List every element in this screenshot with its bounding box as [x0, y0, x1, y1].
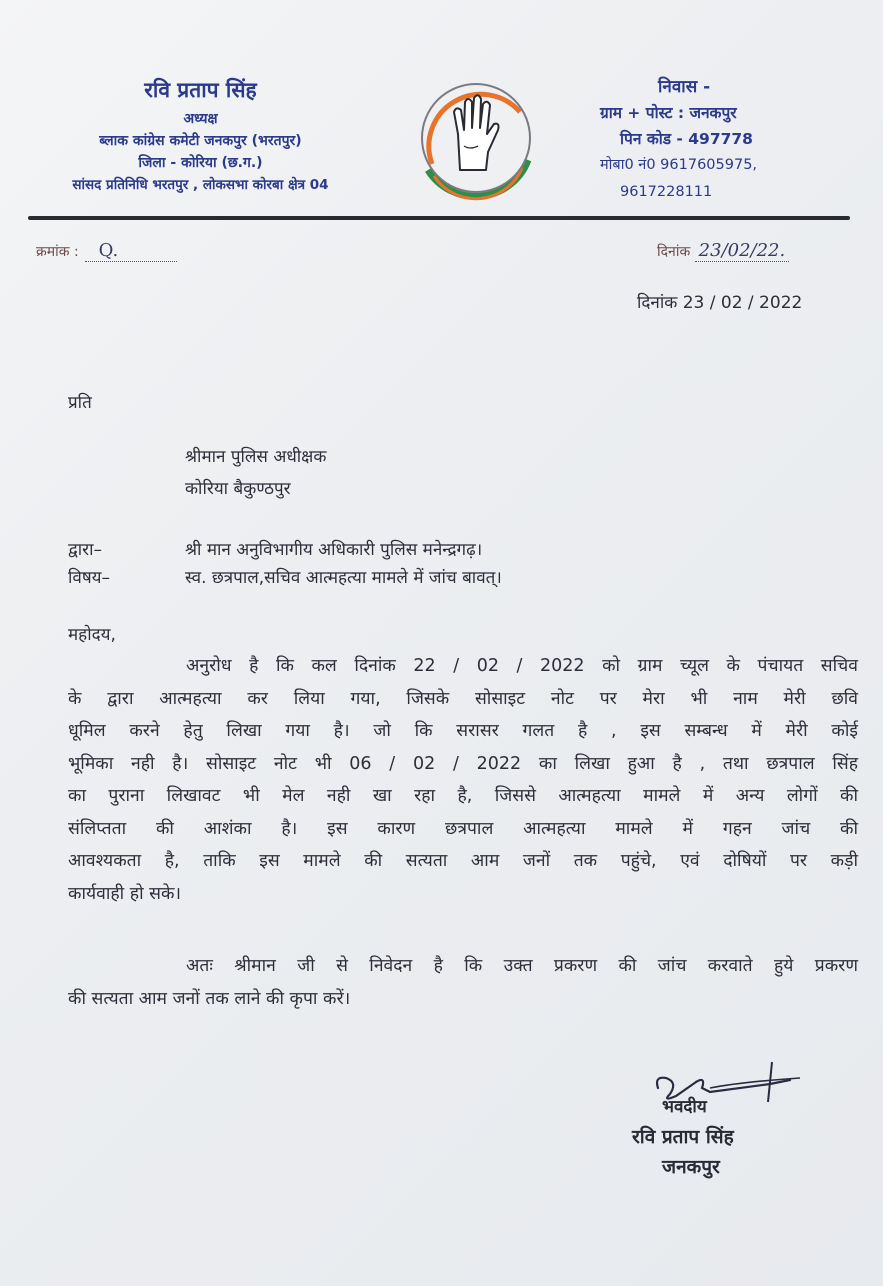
kramank-label: क्रमांक : — [36, 244, 79, 260]
letterhead-name: रवि प्रताप सिंह — [144, 78, 257, 102]
letterhead-left — [28, 76, 373, 196]
dwara-label: द्वारा– — [68, 540, 103, 560]
dinank-field — [657, 240, 789, 261]
vishay-value: स्व. छत्रपाल,सचिव आत्महत्या मामले में जांच बावत्। — [185, 568, 502, 588]
para1-line: धूमिल करने हेतु लिखा गया है। जो कि सरासर गलत है , इस सम्बन्ध में मेरी कोई — [68, 721, 858, 741]
para1-line: के द्वारा आत्महत्या कर लिया गया, जिसके सोसाइट नोट पर मेरा भी नाम मेरी छवि — [68, 688, 858, 709]
para1-line: आवश्यकता है, ताकि इस मामले की सत्यता आम जनों तक पहुंचे, एवं दोषियों पर कड़ी — [68, 851, 858, 871]
para1-line: का पुराना लिखावट भी मेल नही खा रहा है, जिससे आत्महत्या मामले में अन्य लोगों की — [68, 786, 858, 806]
para1-line: संलिप्तता की आशंका है। इस कारण छत्रपाल आत्महत्या मामले में गहन जांच की — [68, 818, 858, 839]
address-pin: पिन कोड - 497778 — [620, 130, 753, 148]
para2-line: की सत्यता आम जनों तक लाने की कृपा करें। — [68, 988, 351, 1009]
address-mobile: मोबा0 नं0 9617605975, — [600, 157, 758, 173]
letterhead-right — [600, 74, 840, 206]
vishay-label: विषय– — [68, 568, 111, 588]
body-paragraph-2 — [68, 950, 858, 1015]
closing-text: भवदीय — [662, 1097, 707, 1117]
kramank-value: Q. — [85, 240, 177, 262]
address-mobile2: 9617228111 — [620, 184, 713, 200]
para2-line: अतः श्रीमान जी से निवेदन है कि उक्त प्रकरण की जांच करवाते हुये प्रकरण — [186, 956, 858, 976]
closing-block — [632, 1092, 832, 1182]
sender-name: रवि प्रताप सिंह — [632, 1126, 734, 1148]
dinank-value: 23/02/22. — [695, 240, 790, 262]
dinank-label: दिनांक — [657, 244, 691, 260]
dwara-value: श्री मान अनुविभागीय अधिकारी पुलिस मनेन्द्रगढ़। — [185, 540, 483, 560]
letterhead-divider — [28, 216, 850, 220]
congress-hand-logo-icon — [410, 72, 542, 204]
letterhead-district: जिला - कोरिया (छ.ग.) — [138, 155, 263, 171]
prati-label: प्रति — [68, 393, 92, 413]
para1-line: अनुरोध है कि कल दिनांक 22 / 02 / 2022 को ग्राम च्यूल के पंचायत सचिव — [186, 656, 858, 676]
sender-place: जनकपुर — [662, 1156, 720, 1178]
address-village: ग्राम + पोस्ट : जनकपुर — [600, 104, 737, 122]
letterhead-designation: अध्यक्ष — [183, 111, 218, 127]
letterhead-representative: सांसद प्रतिनिधि भरतपुर , लोकसभा कोरबा क्षेत्र 04 — [72, 177, 329, 193]
body-paragraph-1 — [68, 650, 858, 910]
letter-date: दिनांक 23 / 02 / 2022 — [637, 293, 803, 313]
letterhead-committee: ब्लाक कांग्रेस कमेटी जनकपुर (भरतपुर) — [99, 133, 302, 149]
recipient-line-1: श्रीमान पुलिस अधीक्षक — [185, 447, 327, 467]
para1-line: भूमिका नही है। सोसाइट नोट भी 06 / 02 / 2022 का लिखा हुआ है , तथा छत्रपाल सिंह — [68, 753, 858, 774]
address-title: निवास - — [658, 77, 711, 97]
salutation: महोदय, — [68, 625, 116, 645]
recipient-line-2: कोरिया बैकुण्ठपुर — [185, 479, 291, 499]
para1-line: कार्यवाही हो सके। — [68, 883, 182, 904]
kramank-field — [36, 240, 177, 262]
